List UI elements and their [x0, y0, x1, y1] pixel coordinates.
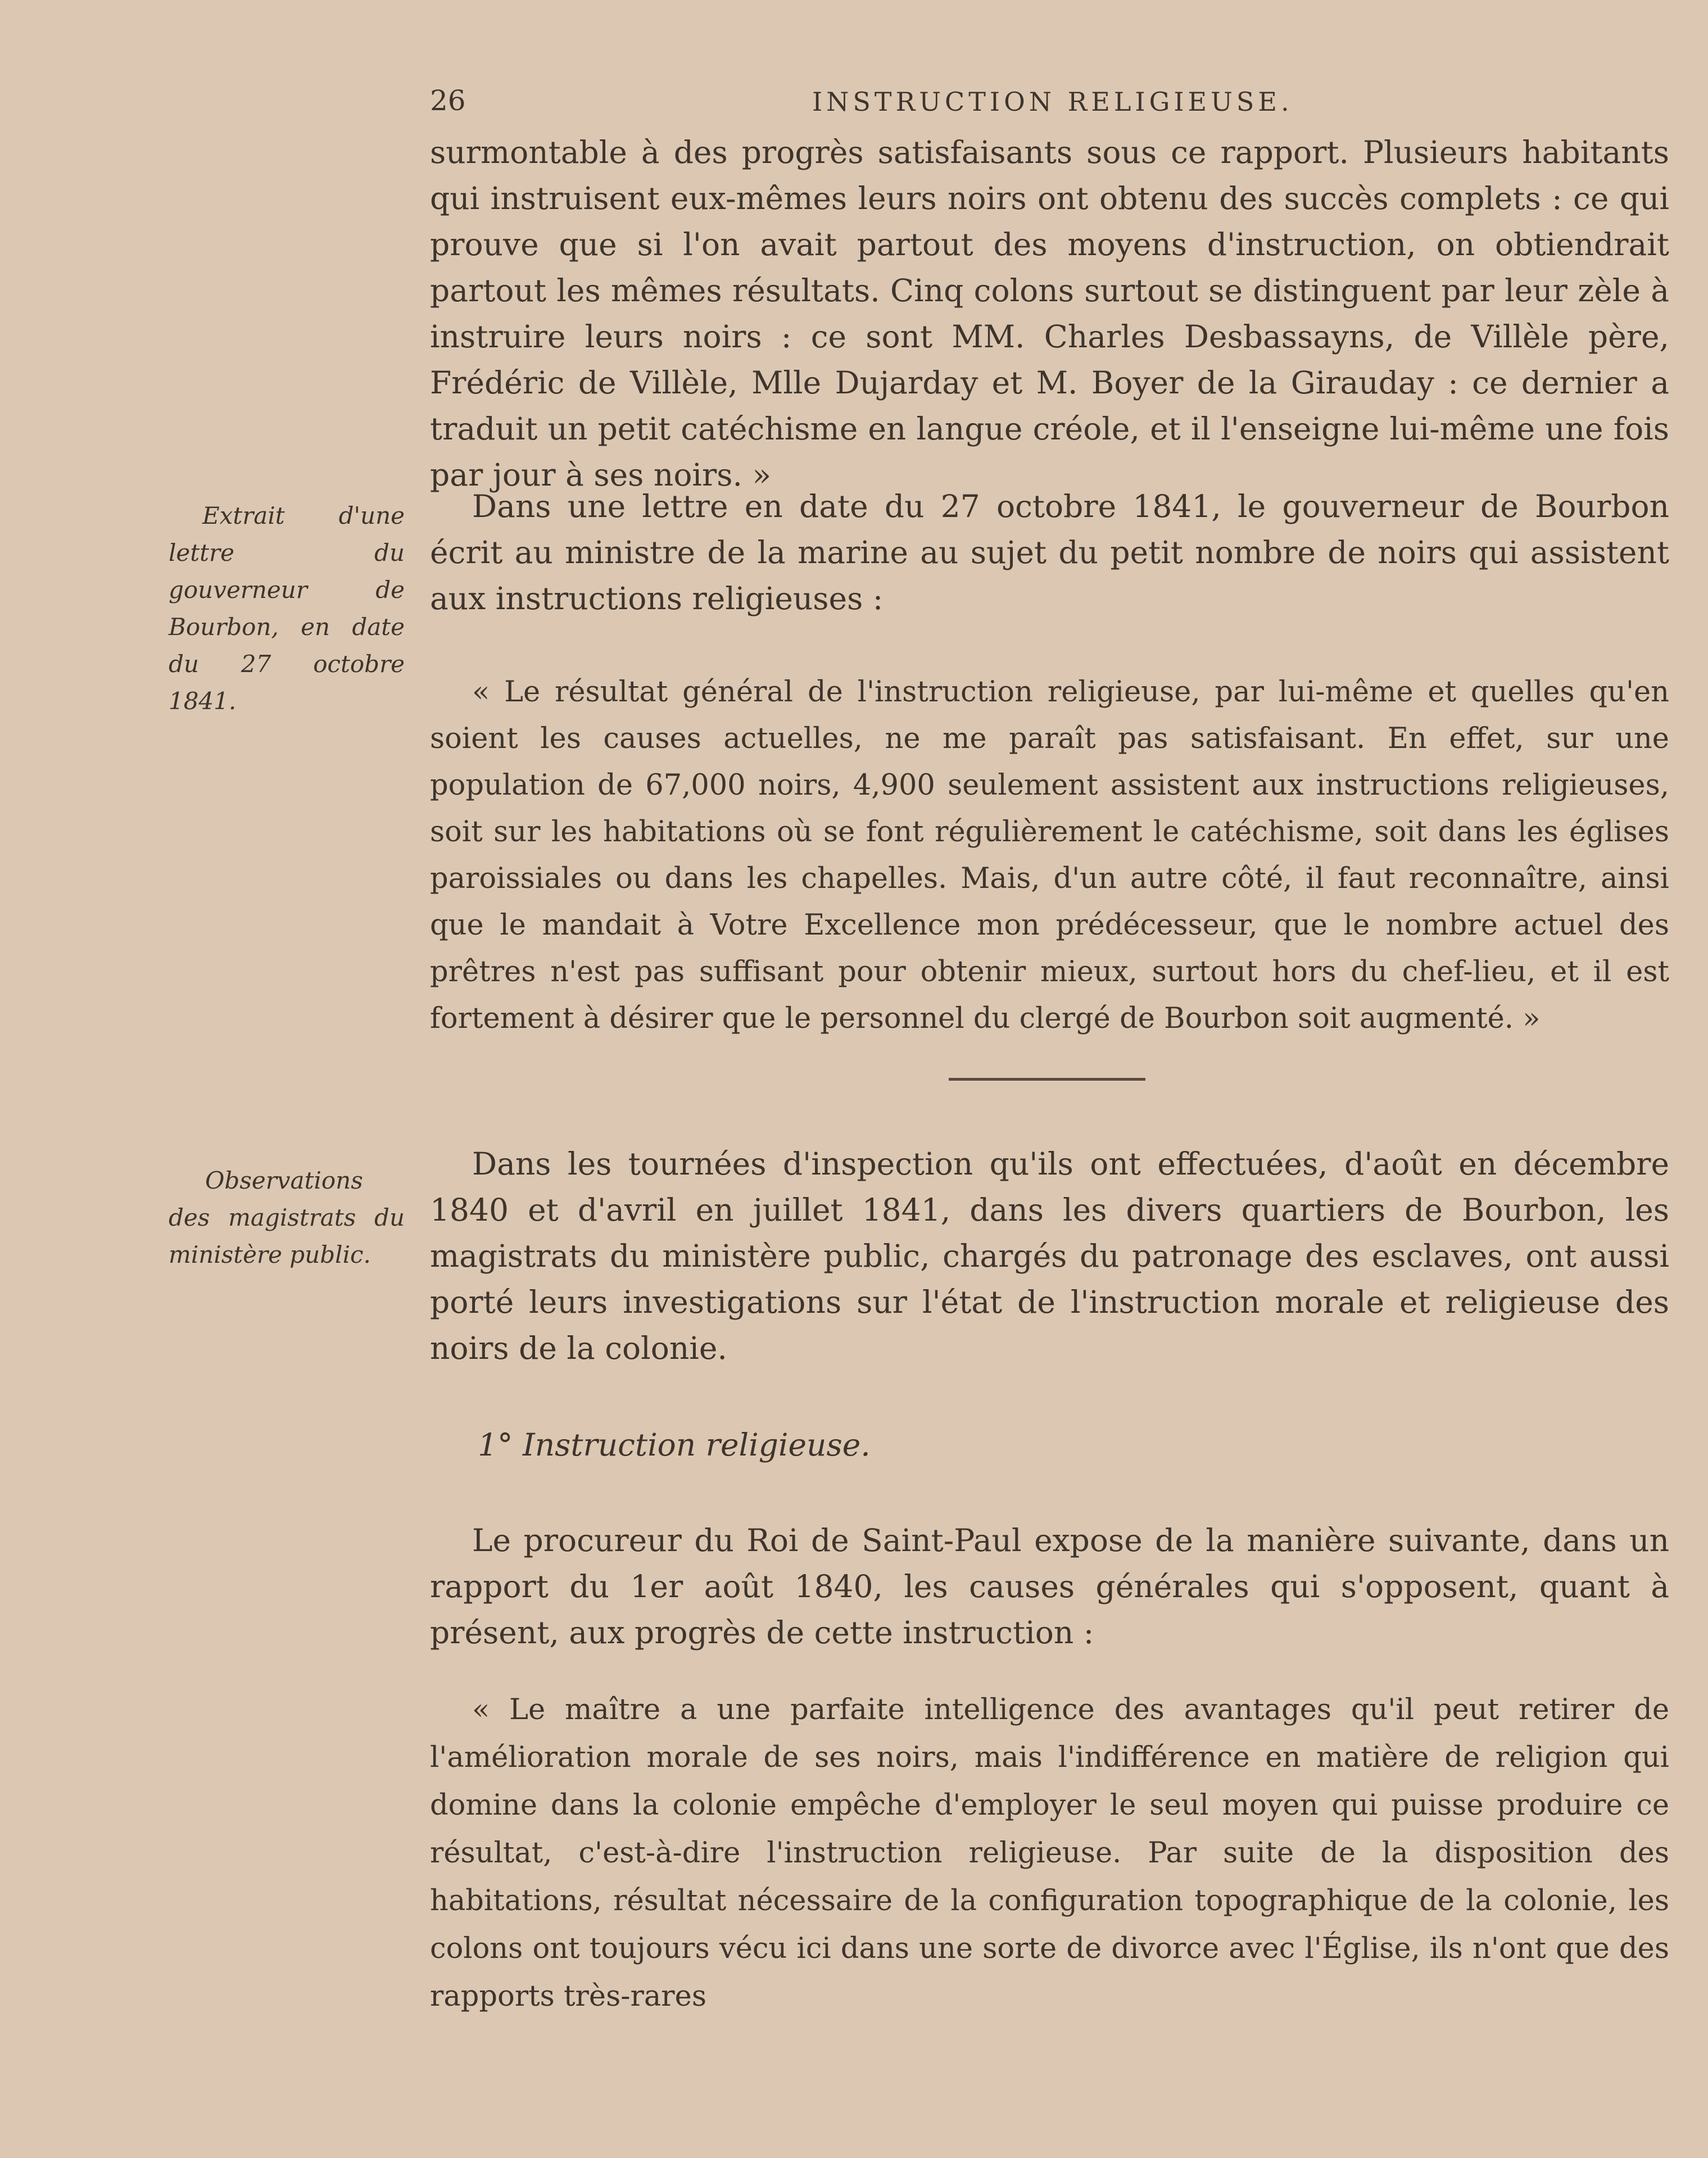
- paragraph-text: Dans les tournées d'inspection qu'ils ont effectuées, d'août en décembre 1840 et d'avril en juillet 1841, dans les divers quartiers de Bourbon, les magistrats du ministère public, chargés du patronage des esclaves, ont aussi porté leurs investigations sur l'état de l'instruction morale et religieuse des noirs de la colonie.: [430, 1146, 1669, 1366]
- paragraph-text: surmontable à des progrès satisfaisants sous ce rapport. Plusieurs habitants qui instruisent eux-mêmes leurs noirs ont obtenu des succès complets : ce qui prouve que si l'on avait partout des moyens d'instruction, on obtiendrait partout les mêmes résultats. Cinq colons surtout se distinguent par leur zèle à instruire leurs noirs : ce sont MM. Charles Desbassayns, de Villèle père, Frédéric de Villèle, Mlle Dujarday et M. Boyer de la Girauday : ce dernier a traduit un petit catéchisme en langue créole, et il l'enseigne lui-même une fois par jour à ses noirs. »: [430, 134, 1669, 493]
- paragraph: [430, 1517, 1669, 1656]
- paragraph: [430, 483, 1669, 622]
- paragraph: [430, 129, 1669, 498]
- section-heading-text: 1° Instruction religieuse.: [478, 1427, 871, 1463]
- quotation-text: « Le résultat général de l'instruction religieuse, par lui-même et quelles qu'en soient les causes actuelles, ne me paraît pas satisfaisant. En effet, sur une population de 67,000 noirs, 4,900 seulement assistent aux instructions religieuses, soit sur les habitations où se font régulièrement le catéchisme, soit dans les églises paroissiales ou dans les chapelles. Mais, d'un autre côté, il faut reconnaître, ainsi que le mandait à Votre Excellence mon prédécesseur, que le nombre actuel des prêtres n'est pas suffisant pour obtenir mieux, surtout hors du chef-lieu, et il est fortement à désirer que le personnel du clergé de Bourbon soit augmenté. »: [430, 675, 1669, 1035]
- section-divider: [949, 1078, 1145, 1081]
- margin-note: Extrait d'une lettre du gouverneur de Bourbon, en date du 27 octobre 1841.: [169, 502, 405, 715]
- running-head: [430, 84, 1652, 129]
- quotation: [430, 669, 1669, 1042]
- quotation: [430, 1686, 1669, 2020]
- page-number: 26: [430, 84, 466, 117]
- running-title: INSTRUCTION RELIGIEUSE.: [812, 87, 1293, 117]
- paragraph: [430, 1141, 1669, 1371]
- paragraph-text: Le procureur du Roi de Saint-Paul expose de la manière suivante, dans un rapport du 1er août 1840, les causes générales qui s'opposent, quant à présent, aux progrès de cette instruction :: [430, 1522, 1669, 1651]
- section-heading: [430, 1422, 1669, 1468]
- quotation-text: « Le maître a une parfaite intelligence des avantages qu'il peut retirer de l'amélioration morale de ses noirs, mais l'indifférence en matière de religion qui domine dans la colonie empêche d'employer le seul moyen qui puisse produire ce résultat, c'est-à-dire l'instruction religieuse. Par suite de la disposition des habitations, résultat nécessaire de la configuration topographique de la colonie, les colons ont toujours vécu ici dans une sorte de divorce avec l'Église, ils n'ont que des rapports très-rares: [430, 1693, 1669, 2013]
- margin-note: Observations des magistrats du ministère public.: [169, 1167, 405, 1268]
- paragraph-text: Dans une lettre en date du 27 octobre 1841, le gouverneur de Bourbon écrit au ministre de la marine au sujet du petit nombre de noirs qui assistent aux instructions religieuses :: [430, 488, 1669, 616]
